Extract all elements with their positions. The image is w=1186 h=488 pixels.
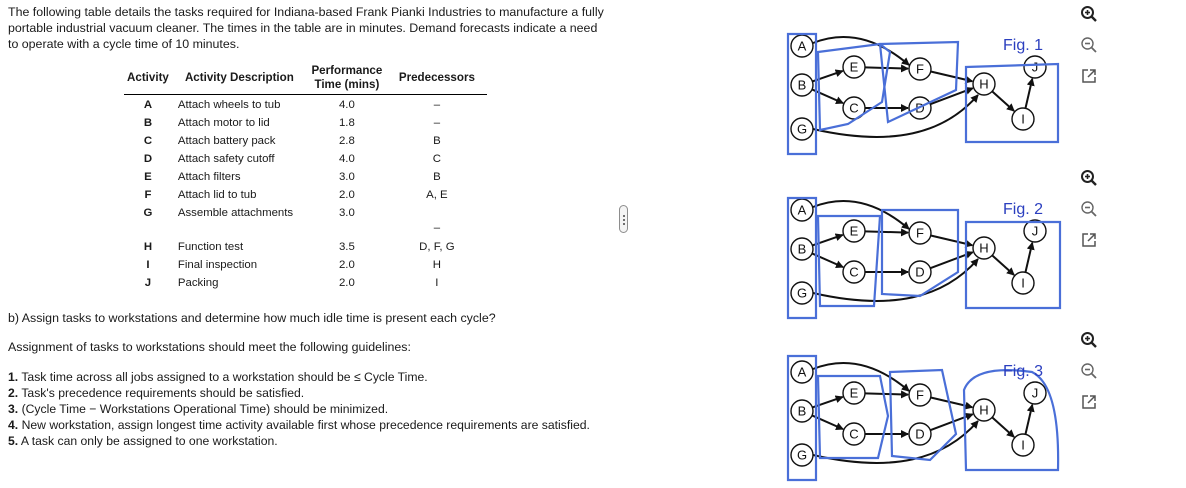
node-label-G: G <box>796 447 808 463</box>
node-label-D: D <box>915 264 925 280</box>
guideline-number: 5. <box>8 434 19 448</box>
description-cell: Attach safety cutoff <box>177 152 275 165</box>
node-label-E: E <box>849 59 859 75</box>
predecessors-cell: B <box>433 170 441 183</box>
guideline-number: 3. <box>8 402 19 416</box>
guideline-item <box>8 385 598 401</box>
node-label-D: D <box>915 100 925 116</box>
table-row <box>124 273 487 291</box>
guidelines-intro: Assignment of tasks to workstations should meet the following guidelines: <box>8 340 411 354</box>
precedence-network-1 <box>770 12 1070 162</box>
time-cell: 3.0 <box>338 170 355 183</box>
task-table-body <box>124 95 487 291</box>
open-external-icon[interactable] <box>1080 67 1098 85</box>
guideline-number: 4. <box>8 418 19 432</box>
node-label-I: I <box>1021 111 1025 127</box>
node-label-A: A <box>797 38 807 54</box>
zoom-out-icon[interactable] <box>1080 200 1098 218</box>
predecessors-cell: C <box>432 152 441 165</box>
node-label-E: E <box>849 385 859 401</box>
figure-label: Fig. 2 <box>1003 201 1044 218</box>
edge-H-I <box>992 417 1014 437</box>
figure-label: Fig. 1 <box>1003 37 1044 54</box>
open-external-icon[interactable] <box>1080 393 1098 411</box>
guideline-item <box>8 433 598 449</box>
activity-cell: I <box>146 258 150 271</box>
zoom-in-icon[interactable] <box>1080 331 1098 349</box>
time-cell: 3.5 <box>338 240 355 253</box>
pane-resize-handle[interactable] <box>619 205 628 233</box>
part-b-question: b) Assign tasks to workstations and determine how much idle time is present each cycle? <box>8 311 496 325</box>
time-cell: 2.0 <box>338 276 355 289</box>
node-label-F: F <box>916 61 924 77</box>
node-label-B: B <box>797 77 807 93</box>
edge-E-F <box>865 393 908 394</box>
table-row <box>124 149 487 167</box>
node-label-H: H <box>979 76 989 92</box>
header-time-line2: Time (mins) <box>314 78 380 91</box>
activity-cell: B <box>143 116 153 129</box>
time-cell: 4.0 <box>338 99 355 111</box>
edge-I-J <box>1025 405 1032 435</box>
time-cell: 2.0 <box>338 188 355 201</box>
guideline-text: Task time across all jobs assigned to a workstation should be ≤ Cycle Time. <box>21 370 428 384</box>
description-cell: Packing <box>177 276 219 289</box>
guideline-text: (Cycle Time − Workstations Operational Time) should be minimized. <box>21 402 389 416</box>
table-row <box>124 95 487 113</box>
table-row <box>124 203 487 237</box>
time-cell: 1.8 <box>338 116 355 129</box>
zoom-in-icon[interactable] <box>1080 169 1098 187</box>
description-cell: Attach lid to tub <box>177 188 257 201</box>
node-label-E: E <box>849 223 859 239</box>
activity-cell: E <box>144 170 152 183</box>
activity-cell: H <box>143 240 153 253</box>
precedence-network-2 <box>770 176 1070 326</box>
guideline-number: 2. <box>8 386 19 400</box>
predecessors-cell: – <box>433 221 441 234</box>
predecessors-cell: I <box>435 276 439 289</box>
task-table <box>124 64 487 291</box>
description-cell: Attach motor to lid <box>177 116 270 129</box>
node-label-A: A <box>797 202 807 218</box>
zoom-out-icon[interactable] <box>1080 362 1098 380</box>
header-time-line1: Performance <box>311 64 383 77</box>
description-cell: Attach battery pack <box>177 134 276 147</box>
table-row <box>124 131 487 149</box>
precedence-diagram-fig-1 <box>770 12 1070 162</box>
predecessors-cell: – <box>433 99 441 111</box>
activity-cell: G <box>143 206 153 219</box>
description-cell: Function test <box>177 240 244 253</box>
node-label-B: B <box>797 241 807 257</box>
node-label-F: F <box>916 387 924 403</box>
guideline-text: Task's precedence requirements should be satisfied. <box>21 386 305 400</box>
table-header-row <box>124 64 487 95</box>
problem-intro: The following table details the tasks required for Indiana-based Frank Pianki Industries to manufacture a fully portable industrial vacuum cleaner. The times in the table are in minutes. Demand forecasts indicate a need to operate with a cycle time of 10 minutes. <box>8 5 604 51</box>
node-label-J: J <box>1031 385 1039 401</box>
edge-H-I <box>992 91 1014 111</box>
edge-H-I <box>992 255 1014 275</box>
precedence-diagram-fig-2 <box>770 176 1070 326</box>
activity-cell: J <box>144 276 152 289</box>
node-label-H: H <box>979 240 989 256</box>
predecessors-cell: H <box>432 258 441 271</box>
node-label-F: F <box>916 225 924 241</box>
figures-panel <box>640 0 1140 471</box>
activity-cell: C <box>143 134 153 147</box>
header-activity: Activity <box>127 71 169 84</box>
description-cell: Attach wheels to tub <box>177 99 281 111</box>
activity-cell: D <box>143 152 153 165</box>
guideline-item <box>8 401 598 417</box>
node-label-I: I <box>1021 275 1025 291</box>
predecessors-cell: D, F, G <box>419 240 455 253</box>
node-label-G: G <box>796 121 808 137</box>
node-label-C: C <box>849 264 859 280</box>
table-row <box>124 167 487 185</box>
header-predecessors: Predecessors <box>398 71 475 84</box>
guideline-number: 1. <box>8 370 19 384</box>
time-cell: 2.8 <box>338 134 355 147</box>
node-label-I: I <box>1021 437 1025 453</box>
node-label-A: A <box>797 364 807 380</box>
time-cell: 3.0 <box>338 206 355 219</box>
predecessors-cell: A, E <box>426 188 448 201</box>
description-cell: Final inspection <box>177 258 258 271</box>
guideline-text: A task can only be assigned to one workstation. <box>20 434 278 448</box>
node-label-C: C <box>849 426 859 442</box>
node-label-J: J <box>1031 59 1039 75</box>
node-label-C: C <box>849 100 859 116</box>
edge-I-J <box>1025 243 1032 273</box>
guideline-item <box>8 417 598 433</box>
activity-cell: A <box>143 99 153 111</box>
node-label-H: H <box>979 402 989 418</box>
time-cell: 2.0 <box>338 258 355 271</box>
header-time <box>307 64 387 95</box>
header-description: Activity Description <box>184 71 294 84</box>
figure-label: Fig. 3 <box>1003 363 1044 380</box>
table-row <box>124 237 487 255</box>
guideline-item <box>8 369 598 385</box>
node-label-G: G <box>796 285 808 301</box>
table-row <box>124 113 487 131</box>
open-external-icon[interactable] <box>1080 231 1098 249</box>
table-row <box>124 255 487 273</box>
zoom-out-icon[interactable] <box>1080 36 1098 54</box>
predecessors-cell: – <box>433 116 441 129</box>
node-label-D: D <box>915 426 925 442</box>
precedence-network-3 <box>770 338 1070 488</box>
edge-F-H <box>931 398 973 408</box>
precedence-diagram-fig-3 <box>770 338 1070 488</box>
guidelines-list <box>8 369 598 449</box>
node-label-B: B <box>797 403 807 419</box>
table-row <box>124 185 487 203</box>
guideline-text: New workstation, assign longest time activity available first whose precedence requirements are satisfied. <box>21 418 590 432</box>
description-cell: Attach filters <box>177 170 241 183</box>
node-label-J: J <box>1031 223 1039 239</box>
zoom-in-icon[interactable] <box>1080 5 1098 23</box>
predecessors-cell: B <box>433 134 441 147</box>
edge-I-J <box>1025 79 1032 109</box>
panel-scroll-edge <box>0 0 3 471</box>
time-cell: 4.0 <box>338 152 355 165</box>
activity-cell: F <box>144 188 152 201</box>
description-cell: Assemble attachments <box>177 206 294 219</box>
edge-E-F <box>865 231 908 232</box>
